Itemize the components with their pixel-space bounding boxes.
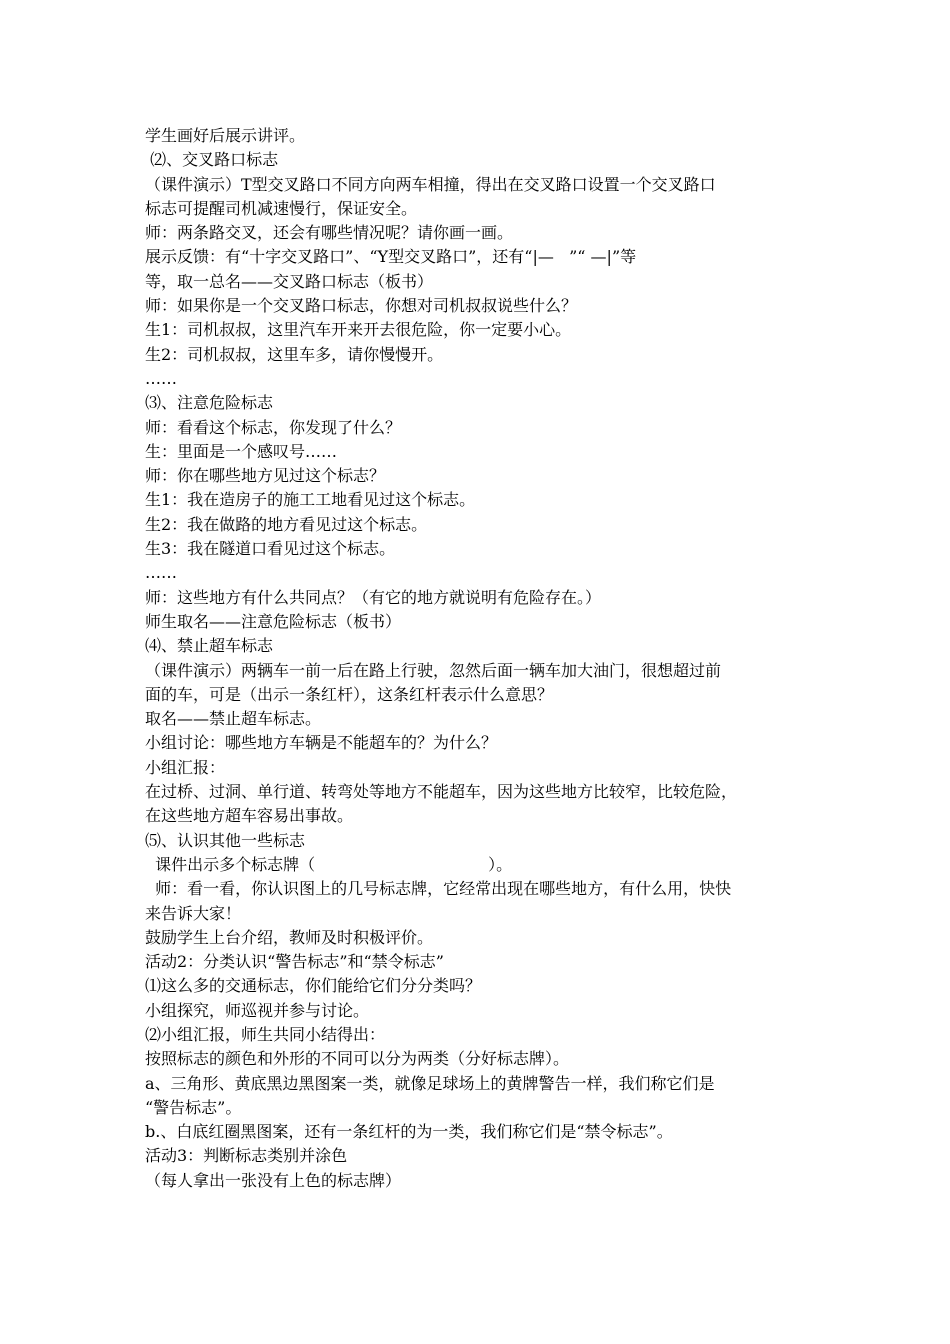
text-line: 小组探究，师巡视并参与讨论。 (145, 1000, 370, 1020)
text-line: 生2：我在做路的地方看见过这个标志。 (145, 514, 428, 534)
text-line: ⑵、交叉路口标志 (145, 150, 279, 170)
text-line: 师：如果你是一个交叉路口标志，你想对司机叔叔说些什么？ (145, 296, 578, 316)
text-line: 小组汇报： (145, 757, 226, 777)
text-line: 小组讨论：哪些地方车辆是不能超车的？为什么？ (145, 733, 498, 753)
text-line: 师生取名——注意危险标志（板书） (145, 611, 402, 631)
text-line: ⑷、禁止超车标志 (145, 636, 274, 656)
text-line: 师：两条路交叉，还会有哪些情况呢？请你画一画。 (145, 223, 514, 243)
text-line: 生1：司机叔叔，这里汽车开来开去很危险，你一定要小心。 (145, 320, 572, 340)
text-line: ⑴这么多的交通标志，你们能给它们分分类吗？ (145, 976, 482, 996)
text-line: 生：里面是一个感叹号…… (145, 441, 338, 461)
text-line: 课件出示多个标志牌（ ）。 (145, 854, 513, 874)
text-line: 师：看看这个标志，你发现了什么？ (145, 417, 402, 437)
text-line: ⑸、认识其他一些标志 (145, 830, 306, 850)
text-line: b.、白底红圈黑图案，还有一条红杆的为一类，我们称它们是“禁令标志”。 (145, 1122, 673, 1142)
text-line: 师：你在哪些地方见过这个标志？ (145, 466, 386, 486)
text-line: 标志可提醒司机减速慢行，保证安全。 (145, 198, 418, 218)
text-line: 活动2：分类认识“警告标志”和“禁令标志” (145, 952, 444, 972)
text-line: 活动3：判断标志类别并涂色 (145, 1146, 348, 1166)
text-line: ⑵小组汇报，师生共同小结得出： (145, 1024, 386, 1044)
text-line: …… (145, 563, 177, 583)
text-line: 展示反馈：有“十字交叉路口”、“Y型交叉路口”，还有“|— ”“ —|”等 (145, 247, 637, 267)
document-body (145, 124, 825, 1193)
text-line: 学生画好后展示讲评。 (145, 126, 306, 145)
text-line: 师：看一看，你认识图上的几号标志牌，它经常出现在哪些地方，有什么用，快快 (145, 879, 732, 899)
text-line: （课件演示）T型交叉路口不同方向两车相撞，得出在交叉路口设置一个交叉路口 (145, 174, 716, 194)
text-line: 师：这些地方有什么共同点？（有它的地方就说明有危险存在。） (145, 587, 602, 607)
text-line: 按照标志的颜色和外形的不同可以分为两类（分好标志牌）。 (145, 1049, 570, 1069)
text-line: “警告标志”。 (145, 1097, 242, 1117)
text-line: 来告诉大家！ (145, 903, 242, 923)
text-line: 鼓励学生上台介绍，教师及时积极评价。 (145, 927, 434, 947)
text-line: （课件演示）两辆车一前一后在路上行驶，忽然后面一辆车加大油门，很想超过前 (145, 660, 722, 680)
text-line: 生3：我在隧道口看见过这个标志。 (145, 539, 396, 559)
text-line: 生1：我在造房子的施工工地看见过这个标志。 (145, 490, 476, 510)
text-line: …… (145, 368, 177, 388)
text-line: 在这些地方超车容易出事故。 (145, 806, 354, 826)
text-line: ⑶、注意危险标志 (145, 393, 274, 413)
text-line: 生2：司机叔叔，这里车多，请你慢慢开。 (145, 344, 444, 364)
text-line: （每人拿出一张没有上色的标志牌） (145, 1170, 402, 1190)
text-line: 取名——禁止超车标志。 (145, 709, 322, 729)
text-line: 面的车，可是（出示一条红杆），这条红杆表示什么意思？ (145, 684, 554, 704)
text-line: 等，取一总名——交叉路口标志（板书） (145, 271, 434, 291)
text-line: 在过桥、过洞、单行道、转弯处等地方不能超车，因为这些地方比较窄，比较危险， (145, 782, 738, 802)
text-line: a、三角形、黄底黑边黑图案一类，就像足球场上的黄牌警告一样，我们称它们是 (145, 1073, 715, 1093)
